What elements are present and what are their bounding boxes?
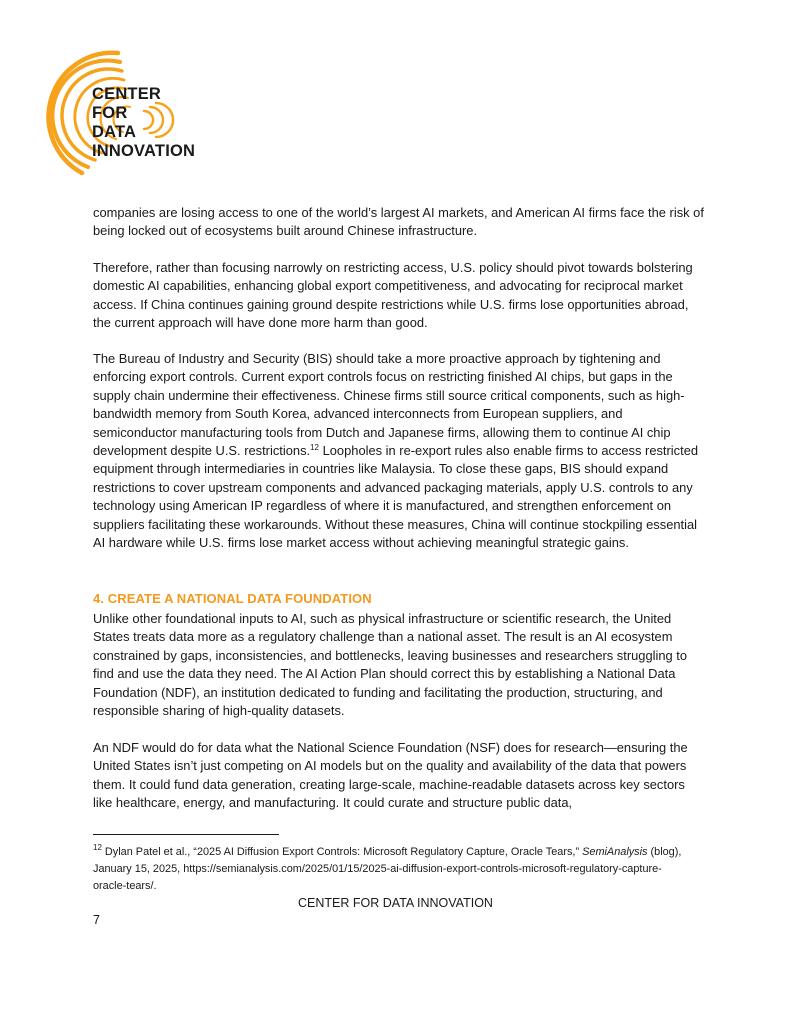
paragraph-3-text bbox=[93, 350, 705, 552]
center-for-data-innovation-logo bbox=[46, 49, 216, 179]
footnote-divider bbox=[93, 834, 279, 835]
footnote-number: 12 bbox=[93, 843, 102, 852]
paragraph-5-text: An NDF would do for data what the National Science Foundation (NSF) does for research—ensuring the United States isn’t just competing on AI models but on the quality and availability of the data that powers them. It could fund data generation, creating large-scale, machine-readable datasets across key sectors like healthcare, energy, and manufacturing. It could curate and structure public data, bbox=[93, 740, 688, 811]
logo-line-3: DATA bbox=[92, 123, 137, 141]
page-number: 7 bbox=[93, 913, 100, 927]
logo-line-4: INNOVATION bbox=[92, 142, 196, 160]
page-footer: CENTER FOR DATA INNOVATION bbox=[298, 896, 493, 910]
section-heading: 4. CREATE A NATIONAL DATA FOUNDATION bbox=[93, 591, 372, 606]
paragraph-3-part-b: Loopholes in re-export rules also enable firms to access restricted equipment through intermediaries in countries like Malaysia. To close these gaps, BIS should expand restrictions to cover upstream components and advanced packaging materials, apply U.S. controls to any technology using American IP regardless of where it is manufactured, and strengthen enforcement on suppliers facilitating these workarounds. Without these measures, China will continue stockpiling essential AI hardware while U.S. firms lose market access without achieving meaningful strategic gains. bbox=[93, 443, 699, 551]
footnote-text-a: Dylan Patel et al., “2025 AI Diffusion Export Controls: Microsoft Regulatory Capture, Oracle Tears,” bbox=[101, 846, 583, 858]
logo-line-2: FOR bbox=[92, 104, 128, 122]
logo-wordmark bbox=[92, 85, 195, 161]
paragraph-1-text: companies are losing access to one of the world’s largest AI markets, and American AI firms face the risk of being locked out of ecosystems built around Chinese infrastructure. bbox=[93, 205, 704, 239]
paragraph-2 bbox=[93, 259, 705, 333]
paragraph-2-text: Therefore, rather than focusing narrowly on restricting access, U.S. policy should pivot towards bolstering domestic AI capabilities, enhancing global export competitiveness, and advocating for reciprocal market access. If China continues gaining ground despite restrictions while U.S. firms lose opportunities abroad, the current approach will have done more harm than good. bbox=[93, 260, 693, 331]
paragraph-4 bbox=[93, 610, 705, 720]
paragraph-3 bbox=[93, 350, 705, 552]
footnote-ref-12[interactable]: 12 bbox=[310, 443, 320, 453]
paragraph-4-text: Unlike other foundational inputs to AI, such as physical infrastructure or scientific research, the United States treats data more as a regulatory challenge than a national asset. The result is an AI ecosystem constrained by gaps, inconsistencies, and bottlenecks, leaving businesses and researchers struggling to find and use the data they need. The AI Action Plan should correct this by establishing a National Data Foundation (NDF), an institution dedicated to funding and facilitating the production, structuring, and responsible sharing of high-quality datasets. bbox=[93, 611, 688, 719]
paragraph-1 bbox=[93, 204, 705, 241]
footnote-source: SemiAnalysis bbox=[582, 846, 648, 858]
logo-line-1: CENTER bbox=[92, 85, 162, 103]
paragraph-5 bbox=[93, 739, 705, 813]
footnote-text-b: (blog), January 15, 2025, https://semianalysis.com/2025/01/15/2025-ai-diffusion-export-controls-microsoft-regulatory-capture-oracle-tears/. bbox=[93, 846, 682, 892]
paragraph-3-part-a: The Bureau of Industry and Security (BIS) should take a more proactive approach by tightening and enforcing export controls. Current export controls focus on restricting finished AI chips, but gaps in the supply chain undermine their effectiveness. Chinese firms still source critical components, such as high-bandwidth memory from South Korea, advanced interconnects from European suppliers, and semiconductor manufacturing tools from Dutch and Japanese firms, allowing them to continue AI chip development despite U.S. restrictions. bbox=[93, 351, 685, 459]
footnote bbox=[93, 844, 693, 895]
